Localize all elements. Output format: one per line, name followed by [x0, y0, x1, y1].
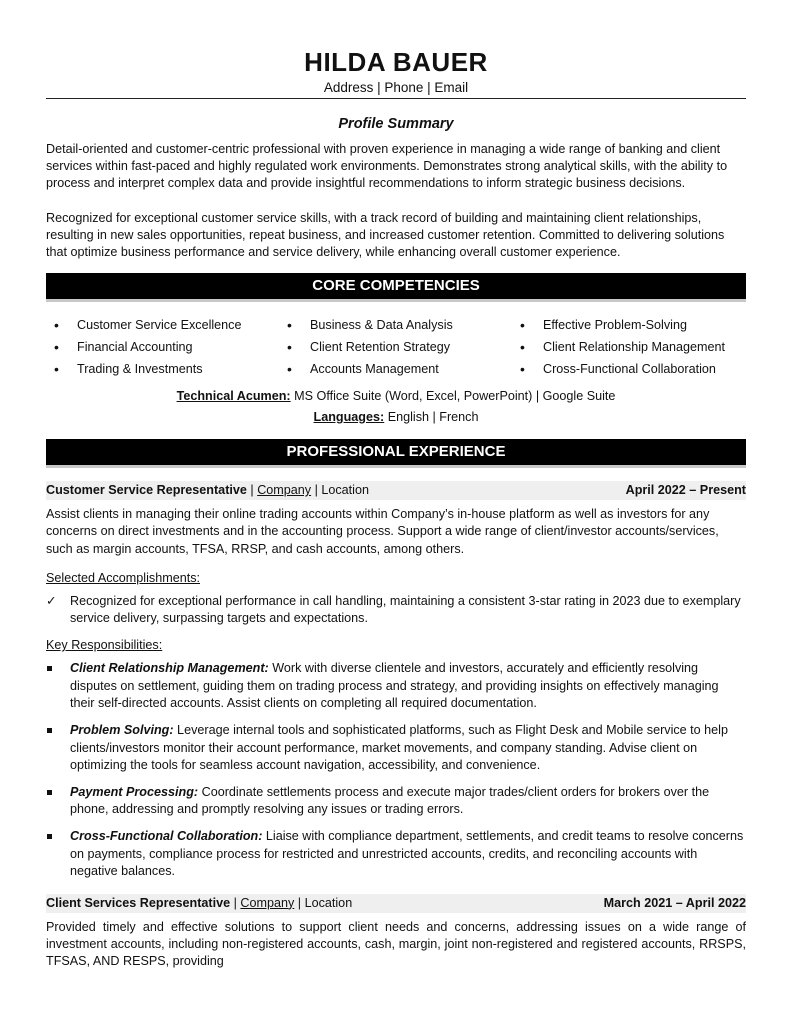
competency-item: • Business & Data Analysis — [287, 314, 512, 336]
job-header — [46, 894, 746, 913]
job-description: Assist clients in managing their online trading accounts within Company’s in-house platform as well as investors for any concerns on direct investments and in the accounting process. Support a wide range of client/investor accounts/services, such as margin accounts, TFSA, RRSP, and cash accounts, among others. — [46, 507, 719, 556]
languages-value: English | French — [384, 410, 479, 425]
square-bullet-icon — [47, 790, 52, 795]
job-role: Client Services Representative — [46, 895, 231, 910]
responsibility-item — [46, 784, 746, 819]
technical-acumen-value: MS Office Suite (Word, Excel, PowerPoint) | Google Suite — [290, 389, 616, 404]
accomplishments-title: Selected Accomplishments: — [46, 570, 200, 585]
summary-paragraph: Detail-oriented and customer-centric professional with proven experience in managing a wide range of banking and client services within fast-paced and highly regulated work environments. Demonstrates strong analytical skills, with the ability to process and interpret complex data and provide insightful recommendations to inform strategic business decisions. — [46, 142, 728, 191]
contact-line: Address | Phone | Email — [323, 80, 469, 95]
technical-acumen-line — [46, 386, 746, 407]
job-description: Provided timely and effective solutions to support client needs and concerns, addressing issues on a wide range of investment accounts, including non-registered accounts, cash, margin, joint non-registered and registered accounts, RRSPS, TFSAS, AND RESPS, providing — [46, 919, 746, 969]
responsibility-title: Payment Processing: — [70, 784, 199, 799]
responsibility-title: Cross-Functional Collaboration: — [70, 828, 263, 843]
responsibilities-title: Key Responsibilities: — [46, 638, 163, 653]
competency-column — [279, 314, 512, 380]
job-location: Location — [321, 483, 369, 498]
competency-item: • Cross-Functional Collaboration — [520, 358, 746, 380]
competency-column — [512, 314, 746, 380]
job-dates: March 2021 – April 2022 — [603, 895, 746, 910]
header-divider — [46, 98, 746, 99]
job-location: Location — [304, 895, 353, 910]
competency-item: • Financial Accounting — [54, 336, 279, 358]
responsibility-text: Work with diverse clientele and investors, accurately and efficiently resolving disputes on settlement, guiding them on trading process and strategy, and providing insights on effectively managing their self-directed accounts. Assist clients on completing all required documentation. — [70, 661, 719, 711]
resume-page — [46, 0, 746, 970]
job-header — [46, 481, 746, 500]
responsibility-item — [46, 828, 746, 881]
technical-acumen-label: Technical Acumen: — [176, 389, 291, 404]
separator: | — [246, 483, 258, 498]
job-title-line — [46, 894, 352, 913]
competency-item: • Client Retention Strategy — [287, 336, 512, 358]
job-title-line — [46, 481, 369, 500]
responsibility-text: Liaise with compliance department, settlements, and credit teams to resolve concerns on payments, compliance process for restricted and unrestricted accounts, credits, and reconciling accounts with negative balances. — [70, 828, 744, 879]
accomplishment-text: Recognized for exceptional performance in call handling, maintaining a consistent 3-star rating in 2023 due to exemplary service delivery, surpassing targets and expectations. — [70, 593, 741, 626]
competency-item: • Customer Service Excellence — [54, 314, 279, 336]
competency-column — [46, 314, 279, 380]
languages-label: Languages: — [313, 410, 385, 425]
professional-experience-header: PROFESSIONAL EXPERIENCE — [46, 439, 746, 468]
separator: | — [230, 895, 241, 910]
accomplishment-item — [46, 593, 746, 627]
candidate-name: HILDA BAUER — [304, 47, 488, 77]
separator: | — [294, 895, 305, 910]
competency-item: • Client Relationship Management — [520, 336, 746, 358]
job-company: Company — [257, 483, 312, 498]
job-dates: April 2022 – Present — [625, 483, 746, 498]
languages-line — [46, 407, 746, 428]
job-company: Company — [240, 895, 295, 910]
competency-item: • Trading & Investments — [54, 358, 279, 380]
responsibility-title: Problem Solving: — [70, 723, 174, 738]
responsibility-item — [46, 722, 746, 775]
profile-summary-title: Profile Summary — [338, 116, 454, 132]
responsibility-item — [46, 660, 746, 713]
competency-item: • Accounts Management — [287, 358, 512, 380]
responsibility-title: Client Relationship Management: — [70, 661, 269, 676]
separator: | — [311, 483, 322, 498]
checkmark-icon: ✓ — [46, 593, 57, 608]
summary-paragraph: Recognized for exceptional customer service skills, with a track record of building and maintaining client relationships, resulting in new sales opportunities, repeat business, and increased customer retention. Committed to delivering solutions that optimize business performance and service delivery, while enhancing overall customer experience. — [46, 210, 725, 260]
square-bullet-icon — [47, 834, 52, 839]
square-bullet-icon — [47, 728, 52, 733]
competencies-grid — [46, 314, 746, 380]
square-bullet-icon — [47, 666, 52, 671]
competency-item: • Effective Problem-Solving — [520, 314, 746, 336]
responsibility-text: Coordinate settlements process and execute major trades/client orders for brokers over the phone, addressing and promptly resolving any issues or trading errors. — [70, 784, 710, 817]
responsibility-text: Leverage internal tools and sophisticated platforms, such as Flight Desk and Mobile service to help clients/investors monitor their account performance, market movements, and company standing. Advise client on optimizing the tools for seamless account navigation, accessibility, and convenience. — [70, 723, 728, 773]
job-role: Customer Service Representative — [46, 483, 247, 498]
core-competencies-header: CORE COMPETENCIES — [46, 273, 746, 302]
